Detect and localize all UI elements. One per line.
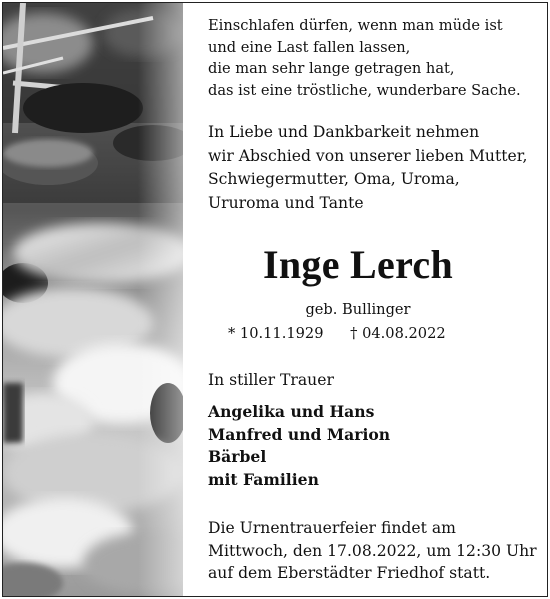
poem-line: die man sehr lange getragen hat, <box>208 60 455 77</box>
service-line: Mittwoch, den 17.08.2022, um 12:30 Uhr <box>208 541 537 560</box>
birth-date: * 10.11.1929 <box>228 325 324 342</box>
poem-line: das ist eine tröstliche, wunderbare Sache. <box>208 81 521 99</box>
mourners-list <box>208 401 390 491</box>
obituary-notice <box>2 2 548 597</box>
service-line: Die Urnentrauerfeier findet am <box>208 519 456 537</box>
mourner-name: Angelika und Hans <box>208 402 375 421</box>
mourning-heading: In stiller Trauer <box>208 371 334 389</box>
intro-text <box>208 121 527 215</box>
poem-line: und eine Last fallen lassen, <box>208 38 411 56</box>
intro-line: Schwiegermutter, Oma, Uroma, <box>208 170 460 188</box>
death-date: † 04.08.2022 <box>350 325 446 342</box>
poem <box>208 15 521 101</box>
service-info <box>208 517 537 585</box>
mourner-name: mit Familien <box>208 469 319 489</box>
service-line: auf dem Eberstädter Friedhof statt. <box>208 564 491 582</box>
deceased-name: Inge Lerch <box>262 242 454 287</box>
stream-photo <box>3 3 183 596</box>
intro-line: Ururoma und Tante <box>208 193 364 212</box>
poem-line: Einschlafen dürfen, wenn man müde ist <box>208 17 503 34</box>
maiden-name: geb. Bullinger <box>305 301 411 318</box>
life-dates <box>228 325 446 342</box>
intro-line: In Liebe und Dankbarkeit nehmen <box>208 123 480 141</box>
intro-line: wir Abschied von unserer lieben Mutter, <box>208 146 528 165</box>
mourner-name: Bärbel <box>208 447 267 466</box>
mourner-name: Manfred und Marion <box>208 424 391 444</box>
